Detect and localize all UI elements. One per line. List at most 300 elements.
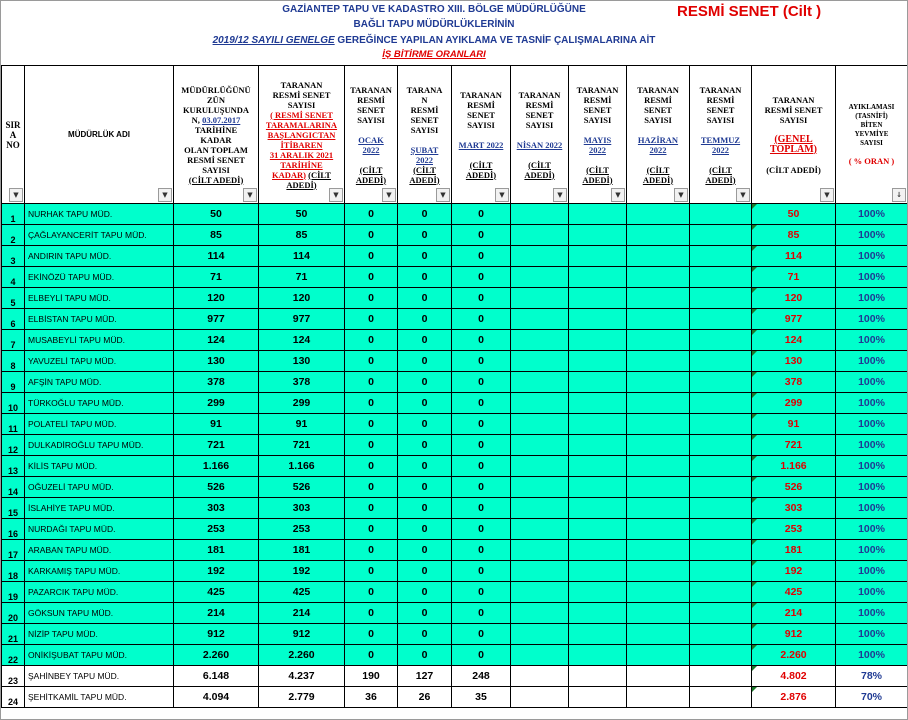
- cell-name[interactable]: POLATELİ TAPU MÜD.: [25, 414, 174, 435]
- cell-temmuz[interactable]: [690, 645, 752, 666]
- cell-ocak[interactable]: 0: [345, 414, 398, 435]
- cell-no[interactable]: 13: [2, 456, 25, 477]
- cell-no[interactable]: 11: [2, 414, 25, 435]
- cell-mayis[interactable]: [569, 498, 627, 519]
- cell-name[interactable]: NİZİP TAPU MÜD.: [25, 624, 174, 645]
- cell-subat[interactable]: 0: [398, 204, 452, 225]
- cell-mart[interactable]: 0: [452, 330, 511, 351]
- cell-haziran[interactable]: [627, 225, 690, 246]
- cell-subat[interactable]: 0: [398, 582, 452, 603]
- cell-subat[interactable]: 0: [398, 624, 452, 645]
- cell-mayis[interactable]: [569, 435, 627, 456]
- cell-ocak[interactable]: 36: [345, 687, 398, 708]
- cell-mart[interactable]: 0: [452, 645, 511, 666]
- cell-nisan[interactable]: [511, 624, 569, 645]
- table-row[interactable]: [2, 393, 908, 414]
- cell-total[interactable]: 114: [174, 246, 259, 267]
- cell-temmuz[interactable]: [690, 330, 752, 351]
- cell-no[interactable]: 5: [2, 288, 25, 309]
- cell-ocak[interactable]: 0: [345, 393, 398, 414]
- cell-temmuz[interactable]: [690, 666, 752, 687]
- cell-genel[interactable]: 181: [752, 540, 836, 561]
- cell-oran[interactable]: 100%: [836, 351, 908, 372]
- cell-temmuz[interactable]: [690, 603, 752, 624]
- cell-mayis[interactable]: [569, 351, 627, 372]
- cell-name[interactable]: PAZARCIK TAPU MÜD.: [25, 582, 174, 603]
- table-row[interactable]: [2, 204, 908, 225]
- cell-ocak[interactable]: 0: [345, 561, 398, 582]
- cell-no[interactable]: 10: [2, 393, 25, 414]
- cell-haziran[interactable]: [627, 603, 690, 624]
- cell-nisan[interactable]: [511, 246, 569, 267]
- cell-total[interactable]: 181: [174, 540, 259, 561]
- cell-subat[interactable]: 0: [398, 456, 452, 477]
- cell-genel[interactable]: 4.802: [752, 666, 836, 687]
- cell-haziran[interactable]: [627, 561, 690, 582]
- cell-genel[interactable]: 303: [752, 498, 836, 519]
- cell-no[interactable]: 6: [2, 309, 25, 330]
- cell-nisan[interactable]: [511, 288, 569, 309]
- table-row[interactable]: [2, 477, 908, 498]
- cell-subat[interactable]: 0: [398, 645, 452, 666]
- cell-haziran[interactable]: [627, 288, 690, 309]
- cell-nisan[interactable]: [511, 477, 569, 498]
- cell-no[interactable]: 15: [2, 498, 25, 519]
- cell-subat[interactable]: 0: [398, 309, 452, 330]
- cell-subat[interactable]: 0: [398, 603, 452, 624]
- cell-name[interactable]: NURDAĞI TAPU MÜD.: [25, 519, 174, 540]
- cell-nisan[interactable]: [511, 372, 569, 393]
- cell-nisan[interactable]: [511, 225, 569, 246]
- cell-temmuz[interactable]: [690, 288, 752, 309]
- cell-oran[interactable]: 100%: [836, 561, 908, 582]
- cell-genel[interactable]: 130: [752, 351, 836, 372]
- cell-temmuz[interactable]: [690, 561, 752, 582]
- cell-haziran[interactable]: [627, 204, 690, 225]
- cell-no[interactable]: 18: [2, 561, 25, 582]
- cell-ocak[interactable]: 0: [345, 477, 398, 498]
- cell-total[interactable]: 6.148: [174, 666, 259, 687]
- cell-genel[interactable]: 253: [752, 519, 836, 540]
- cell-subat[interactable]: 0: [398, 330, 452, 351]
- cell-name[interactable]: KARKAMIŞ TAPU MÜD.: [25, 561, 174, 582]
- cell-ocak[interactable]: 0: [345, 603, 398, 624]
- cell-no[interactable]: 21: [2, 624, 25, 645]
- cell-nisan[interactable]: [511, 351, 569, 372]
- cell-mart[interactable]: 0: [452, 267, 511, 288]
- cell-taranan[interactable]: 181: [259, 540, 345, 561]
- cell-no[interactable]: 20: [2, 603, 25, 624]
- table-row[interactable]: [2, 267, 908, 288]
- cell-taranan[interactable]: 299: [259, 393, 345, 414]
- cell-total[interactable]: 124: [174, 330, 259, 351]
- cell-nisan[interactable]: [511, 498, 569, 519]
- cell-mart[interactable]: 0: [452, 372, 511, 393]
- cell-ocak[interactable]: 0: [345, 582, 398, 603]
- cell-name[interactable]: İSLAHİYE TAPU MÜD.: [25, 498, 174, 519]
- cell-nisan[interactable]: [511, 267, 569, 288]
- cell-nisan[interactable]: [511, 645, 569, 666]
- cell-haziran[interactable]: [627, 330, 690, 351]
- cell-taranan[interactable]: 192: [259, 561, 345, 582]
- cell-oran[interactable]: 100%: [836, 393, 908, 414]
- dropdown-arrow-icon[interactable]: ▼: [674, 188, 688, 202]
- cell-subat[interactable]: 127: [398, 666, 452, 687]
- cell-total[interactable]: 91: [174, 414, 259, 435]
- cell-genel[interactable]: 71: [752, 267, 836, 288]
- cell-total[interactable]: 71: [174, 267, 259, 288]
- cell-mayis[interactable]: [569, 225, 627, 246]
- cell-temmuz[interactable]: [690, 435, 752, 456]
- cell-oran[interactable]: 100%: [836, 309, 908, 330]
- cell-haziran[interactable]: [627, 435, 690, 456]
- cell-taranan[interactable]: 425: [259, 582, 345, 603]
- cell-temmuz[interactable]: [690, 456, 752, 477]
- cell-taranan[interactable]: 91: [259, 414, 345, 435]
- cell-genel[interactable]: 85: [752, 225, 836, 246]
- dropdown-arrow-icon[interactable]: ▼: [820, 188, 834, 202]
- table-row[interactable]: [2, 246, 908, 267]
- cell-no[interactable]: 3: [2, 246, 25, 267]
- dropdown-arrow-icon[interactable]: ▼: [382, 188, 396, 202]
- dropdown-arrow-icon[interactable]: ▼: [243, 188, 257, 202]
- cell-subat[interactable]: 0: [398, 477, 452, 498]
- cell-subat[interactable]: 0: [398, 561, 452, 582]
- cell-oran[interactable]: 100%: [836, 624, 908, 645]
- cell-name[interactable]: ELBİSTAN TAPU MÜD.: [25, 309, 174, 330]
- cell-genel[interactable]: 2.260: [752, 645, 836, 666]
- cell-ocak[interactable]: 0: [345, 519, 398, 540]
- cell-mayis[interactable]: [569, 456, 627, 477]
- cell-nisan[interactable]: [511, 540, 569, 561]
- cell-mart[interactable]: 0: [452, 540, 511, 561]
- cell-ocak[interactable]: 0: [345, 225, 398, 246]
- cell-genel[interactable]: 1.166: [752, 456, 836, 477]
- cell-mart[interactable]: 0: [452, 393, 511, 414]
- cell-oran[interactable]: 100%: [836, 603, 908, 624]
- cell-oran[interactable]: 100%: [836, 498, 908, 519]
- cell-total[interactable]: 4.094: [174, 687, 259, 708]
- cell-taranan[interactable]: 71: [259, 267, 345, 288]
- cell-subat[interactable]: 0: [398, 435, 452, 456]
- cell-genel[interactable]: 91: [752, 414, 836, 435]
- cell-no[interactable]: 2: [2, 225, 25, 246]
- cell-total[interactable]: 120: [174, 288, 259, 309]
- cell-total[interactable]: 303: [174, 498, 259, 519]
- cell-haziran[interactable]: [627, 414, 690, 435]
- cell-genel[interactable]: 124: [752, 330, 836, 351]
- cell-oran[interactable]: 100%: [836, 456, 908, 477]
- cell-mayis[interactable]: [569, 204, 627, 225]
- cell-oran[interactable]: 100%: [836, 435, 908, 456]
- cell-total[interactable]: 1.166: [174, 456, 259, 477]
- cell-subat[interactable]: 0: [398, 540, 452, 561]
- cell-genel[interactable]: 425: [752, 582, 836, 603]
- cell-mayis[interactable]: [569, 561, 627, 582]
- cell-temmuz[interactable]: [690, 477, 752, 498]
- cell-temmuz[interactable]: [690, 246, 752, 267]
- dropdown-arrow-icon[interactable]: ▼: [495, 188, 509, 202]
- cell-nisan[interactable]: [511, 519, 569, 540]
- dropdown-arrow-icon[interactable]: ▼: [436, 188, 450, 202]
- cell-taranan[interactable]: 2.260: [259, 645, 345, 666]
- cell-haziran[interactable]: [627, 309, 690, 330]
- dropdown-arrow-icon[interactable]: ▼: [736, 188, 750, 202]
- cell-name[interactable]: NURHAK TAPU MÜD.: [25, 204, 174, 225]
- cell-mart[interactable]: 0: [452, 225, 511, 246]
- cell-subat[interactable]: 0: [398, 414, 452, 435]
- cell-no[interactable]: 23: [2, 666, 25, 687]
- dropdown-arrow-icon[interactable]: ▼: [158, 188, 172, 202]
- cell-total[interactable]: 299: [174, 393, 259, 414]
- cell-mayis[interactable]: [569, 330, 627, 351]
- cell-haziran[interactable]: [627, 456, 690, 477]
- cell-name[interactable]: AFŞİN TAPU MÜD.: [25, 372, 174, 393]
- cell-total[interactable]: 192: [174, 561, 259, 582]
- cell-taranan[interactable]: 721: [259, 435, 345, 456]
- cell-oran[interactable]: 100%: [836, 372, 908, 393]
- cell-mayis[interactable]: [569, 582, 627, 603]
- cell-oran[interactable]: 100%: [836, 645, 908, 666]
- cell-temmuz[interactable]: [690, 498, 752, 519]
- cell-total[interactable]: 253: [174, 519, 259, 540]
- cell-total[interactable]: 2.260: [174, 645, 259, 666]
- cell-nisan[interactable]: [511, 414, 569, 435]
- cell-genel[interactable]: 721: [752, 435, 836, 456]
- cell-taranan[interactable]: 4.237: [259, 666, 345, 687]
- table-row[interactable]: [2, 414, 908, 435]
- cell-no[interactable]: 7: [2, 330, 25, 351]
- cell-name[interactable]: TÜRKOĞLU TAPU MÜD.: [25, 393, 174, 414]
- cell-nisan[interactable]: [511, 204, 569, 225]
- cell-temmuz[interactable]: [690, 519, 752, 540]
- cell-genel[interactable]: 114: [752, 246, 836, 267]
- cell-genel[interactable]: 912: [752, 624, 836, 645]
- cell-temmuz[interactable]: [690, 624, 752, 645]
- cell-total[interactable]: 526: [174, 477, 259, 498]
- cell-mayis[interactable]: [569, 666, 627, 687]
- cell-nisan[interactable]: [511, 330, 569, 351]
- cell-taranan[interactable]: 124: [259, 330, 345, 351]
- cell-oran[interactable]: 100%: [836, 414, 908, 435]
- cell-ocak[interactable]: 0: [345, 330, 398, 351]
- cell-total[interactable]: 130: [174, 351, 259, 372]
- cell-mart[interactable]: 248: [452, 666, 511, 687]
- cell-mart[interactable]: 0: [452, 246, 511, 267]
- cell-name[interactable]: OĞUZELİ TAPU MÜD.: [25, 477, 174, 498]
- cell-mart[interactable]: 0: [452, 582, 511, 603]
- cell-name[interactable]: ÇAĞLAYANCERİT TAPU MÜD.: [25, 225, 174, 246]
- cell-nisan[interactable]: [511, 582, 569, 603]
- cell-subat[interactable]: 0: [398, 372, 452, 393]
- cell-taranan[interactable]: 2.779: [259, 687, 345, 708]
- cell-total[interactable]: 425: [174, 582, 259, 603]
- cell-genel[interactable]: 120: [752, 288, 836, 309]
- cell-nisan[interactable]: [511, 687, 569, 708]
- cell-mart[interactable]: 0: [452, 561, 511, 582]
- cell-oran[interactable]: 100%: [836, 540, 908, 561]
- cell-temmuz[interactable]: [690, 351, 752, 372]
- cell-ocak[interactable]: 0: [345, 498, 398, 519]
- cell-subat[interactable]: 0: [398, 267, 452, 288]
- cell-name[interactable]: YAVUZELİ TAPU MÜD.: [25, 351, 174, 372]
- cell-genel[interactable]: 214: [752, 603, 836, 624]
- cell-subat[interactable]: 0: [398, 519, 452, 540]
- cell-mayis[interactable]: [569, 372, 627, 393]
- cell-mart[interactable]: 0: [452, 309, 511, 330]
- cell-oran[interactable]: 100%: [836, 519, 908, 540]
- cell-subat[interactable]: 0: [398, 225, 452, 246]
- cell-haziran[interactable]: [627, 477, 690, 498]
- table-row[interactable]: [2, 603, 908, 624]
- cell-mart[interactable]: 0: [452, 435, 511, 456]
- cell-haziran[interactable]: [627, 624, 690, 645]
- cell-no[interactable]: 8: [2, 351, 25, 372]
- cell-oran[interactable]: 100%: [836, 267, 908, 288]
- cell-ocak[interactable]: 0: [345, 624, 398, 645]
- cell-taranan[interactable]: 977: [259, 309, 345, 330]
- cell-mayis[interactable]: [569, 519, 627, 540]
- cell-total[interactable]: 85: [174, 225, 259, 246]
- cell-ocak[interactable]: 0: [345, 204, 398, 225]
- table-row[interactable]: [2, 372, 908, 393]
- cell-taranan[interactable]: 214: [259, 603, 345, 624]
- cell-mayis[interactable]: [569, 414, 627, 435]
- cell-oran[interactable]: 78%: [836, 666, 908, 687]
- cell-taranan[interactable]: 130: [259, 351, 345, 372]
- cell-mayis[interactable]: [569, 267, 627, 288]
- cell-nisan[interactable]: [511, 456, 569, 477]
- cell-mayis[interactable]: [569, 393, 627, 414]
- cell-ocak[interactable]: 0: [345, 267, 398, 288]
- cell-no[interactable]: 14: [2, 477, 25, 498]
- table-row[interactable]: [2, 330, 908, 351]
- dropdown-arrow-icon[interactable]: ▼: [329, 188, 343, 202]
- cell-mart[interactable]: 0: [452, 477, 511, 498]
- cell-temmuz[interactable]: [690, 225, 752, 246]
- cell-nisan[interactable]: [511, 435, 569, 456]
- cell-mayis[interactable]: [569, 540, 627, 561]
- table-row[interactable]: [2, 540, 908, 561]
- cell-mart[interactable]: 0: [452, 414, 511, 435]
- cell-subat[interactable]: 0: [398, 498, 452, 519]
- cell-name[interactable]: ELBEYLİ TAPU MÜD.: [25, 288, 174, 309]
- cell-haziran[interactable]: [627, 687, 690, 708]
- cell-no[interactable]: 1: [2, 204, 25, 225]
- cell-ocak[interactable]: 0: [345, 456, 398, 477]
- table-row[interactable]: [2, 288, 908, 309]
- cell-temmuz[interactable]: [690, 687, 752, 708]
- cell-mart[interactable]: 0: [452, 624, 511, 645]
- cell-mart[interactable]: 35: [452, 687, 511, 708]
- cell-mayis[interactable]: [569, 309, 627, 330]
- cell-haziran[interactable]: [627, 666, 690, 687]
- cell-subat[interactable]: 0: [398, 288, 452, 309]
- cell-name[interactable]: EKİNÖZÜ TAPU MÜD.: [25, 267, 174, 288]
- cell-name[interactable]: ANDIRIN TAPU MÜD.: [25, 246, 174, 267]
- cell-nisan[interactable]: [511, 666, 569, 687]
- cell-haziran[interactable]: [627, 540, 690, 561]
- cell-genel[interactable]: 50: [752, 204, 836, 225]
- cell-mart[interactable]: 0: [452, 351, 511, 372]
- table-row[interactable]: [2, 435, 908, 456]
- cell-temmuz[interactable]: [690, 393, 752, 414]
- cell-oran[interactable]: 70%: [836, 687, 908, 708]
- cell-name[interactable]: ONİKİŞUBAT TAPU MÜD.: [25, 645, 174, 666]
- cell-temmuz[interactable]: [690, 267, 752, 288]
- cell-genel[interactable]: 2.876: [752, 687, 836, 708]
- cell-total[interactable]: 214: [174, 603, 259, 624]
- cell-genel[interactable]: 299: [752, 393, 836, 414]
- cell-total[interactable]: 912: [174, 624, 259, 645]
- cell-name[interactable]: MUSABEYLİ TAPU MÜD.: [25, 330, 174, 351]
- cell-no[interactable]: 9: [2, 372, 25, 393]
- table-row[interactable]: [2, 498, 908, 519]
- cell-mayis[interactable]: [569, 603, 627, 624]
- cell-total[interactable]: 977: [174, 309, 259, 330]
- cell-taranan[interactable]: 912: [259, 624, 345, 645]
- cell-no[interactable]: 16: [2, 519, 25, 540]
- cell-temmuz[interactable]: [690, 309, 752, 330]
- cell-mart[interactable]: 0: [452, 498, 511, 519]
- cell-name[interactable]: KİLİS TAPU MÜD.: [25, 456, 174, 477]
- cell-taranan[interactable]: 303: [259, 498, 345, 519]
- cell-ocak[interactable]: 0: [345, 351, 398, 372]
- cell-haziran[interactable]: [627, 582, 690, 603]
- cell-no[interactable]: 22: [2, 645, 25, 666]
- cell-taranan[interactable]: 378: [259, 372, 345, 393]
- cell-genel[interactable]: 526: [752, 477, 836, 498]
- cell-mayis[interactable]: [569, 288, 627, 309]
- dropdown-arrow-icon[interactable]: ▼: [553, 188, 567, 202]
- cell-taranan[interactable]: 120: [259, 288, 345, 309]
- cell-subat[interactable]: 0: [398, 351, 452, 372]
- table-row[interactable]: [2, 351, 908, 372]
- cell-no[interactable]: 4: [2, 267, 25, 288]
- cell-total[interactable]: 721: [174, 435, 259, 456]
- cell-haziran[interactable]: [627, 351, 690, 372]
- cell-oran[interactable]: 100%: [836, 225, 908, 246]
- cell-oran[interactable]: 100%: [836, 246, 908, 267]
- cell-temmuz[interactable]: [690, 414, 752, 435]
- cell-mayis[interactable]: [569, 477, 627, 498]
- cell-taranan[interactable]: 253: [259, 519, 345, 540]
- cell-haziran[interactable]: [627, 372, 690, 393]
- table-row[interactable]: [2, 309, 908, 330]
- cell-taranan[interactable]: 85: [259, 225, 345, 246]
- table-row[interactable]: [2, 561, 908, 582]
- cell-oran[interactable]: 100%: [836, 477, 908, 498]
- cell-ocak[interactable]: 0: [345, 540, 398, 561]
- cell-nisan[interactable]: [511, 561, 569, 582]
- cell-mayis[interactable]: [569, 645, 627, 666]
- cell-nisan[interactable]: [511, 309, 569, 330]
- cell-temmuz[interactable]: [690, 540, 752, 561]
- cell-haziran[interactable]: [627, 393, 690, 414]
- cell-mayis[interactable]: [569, 246, 627, 267]
- cell-no[interactable]: 17: [2, 540, 25, 561]
- cell-haziran[interactable]: [627, 519, 690, 540]
- cell-subat[interactable]: 0: [398, 246, 452, 267]
- cell-subat[interactable]: 0: [398, 393, 452, 414]
- cell-no[interactable]: 19: [2, 582, 25, 603]
- cell-ocak[interactable]: 0: [345, 645, 398, 666]
- table-row[interactable]: [2, 456, 908, 477]
- cell-haziran[interactable]: [627, 246, 690, 267]
- cell-mayis[interactable]: [569, 624, 627, 645]
- cell-mart[interactable]: 0: [452, 456, 511, 477]
- cell-mart[interactable]: 0: [452, 603, 511, 624]
